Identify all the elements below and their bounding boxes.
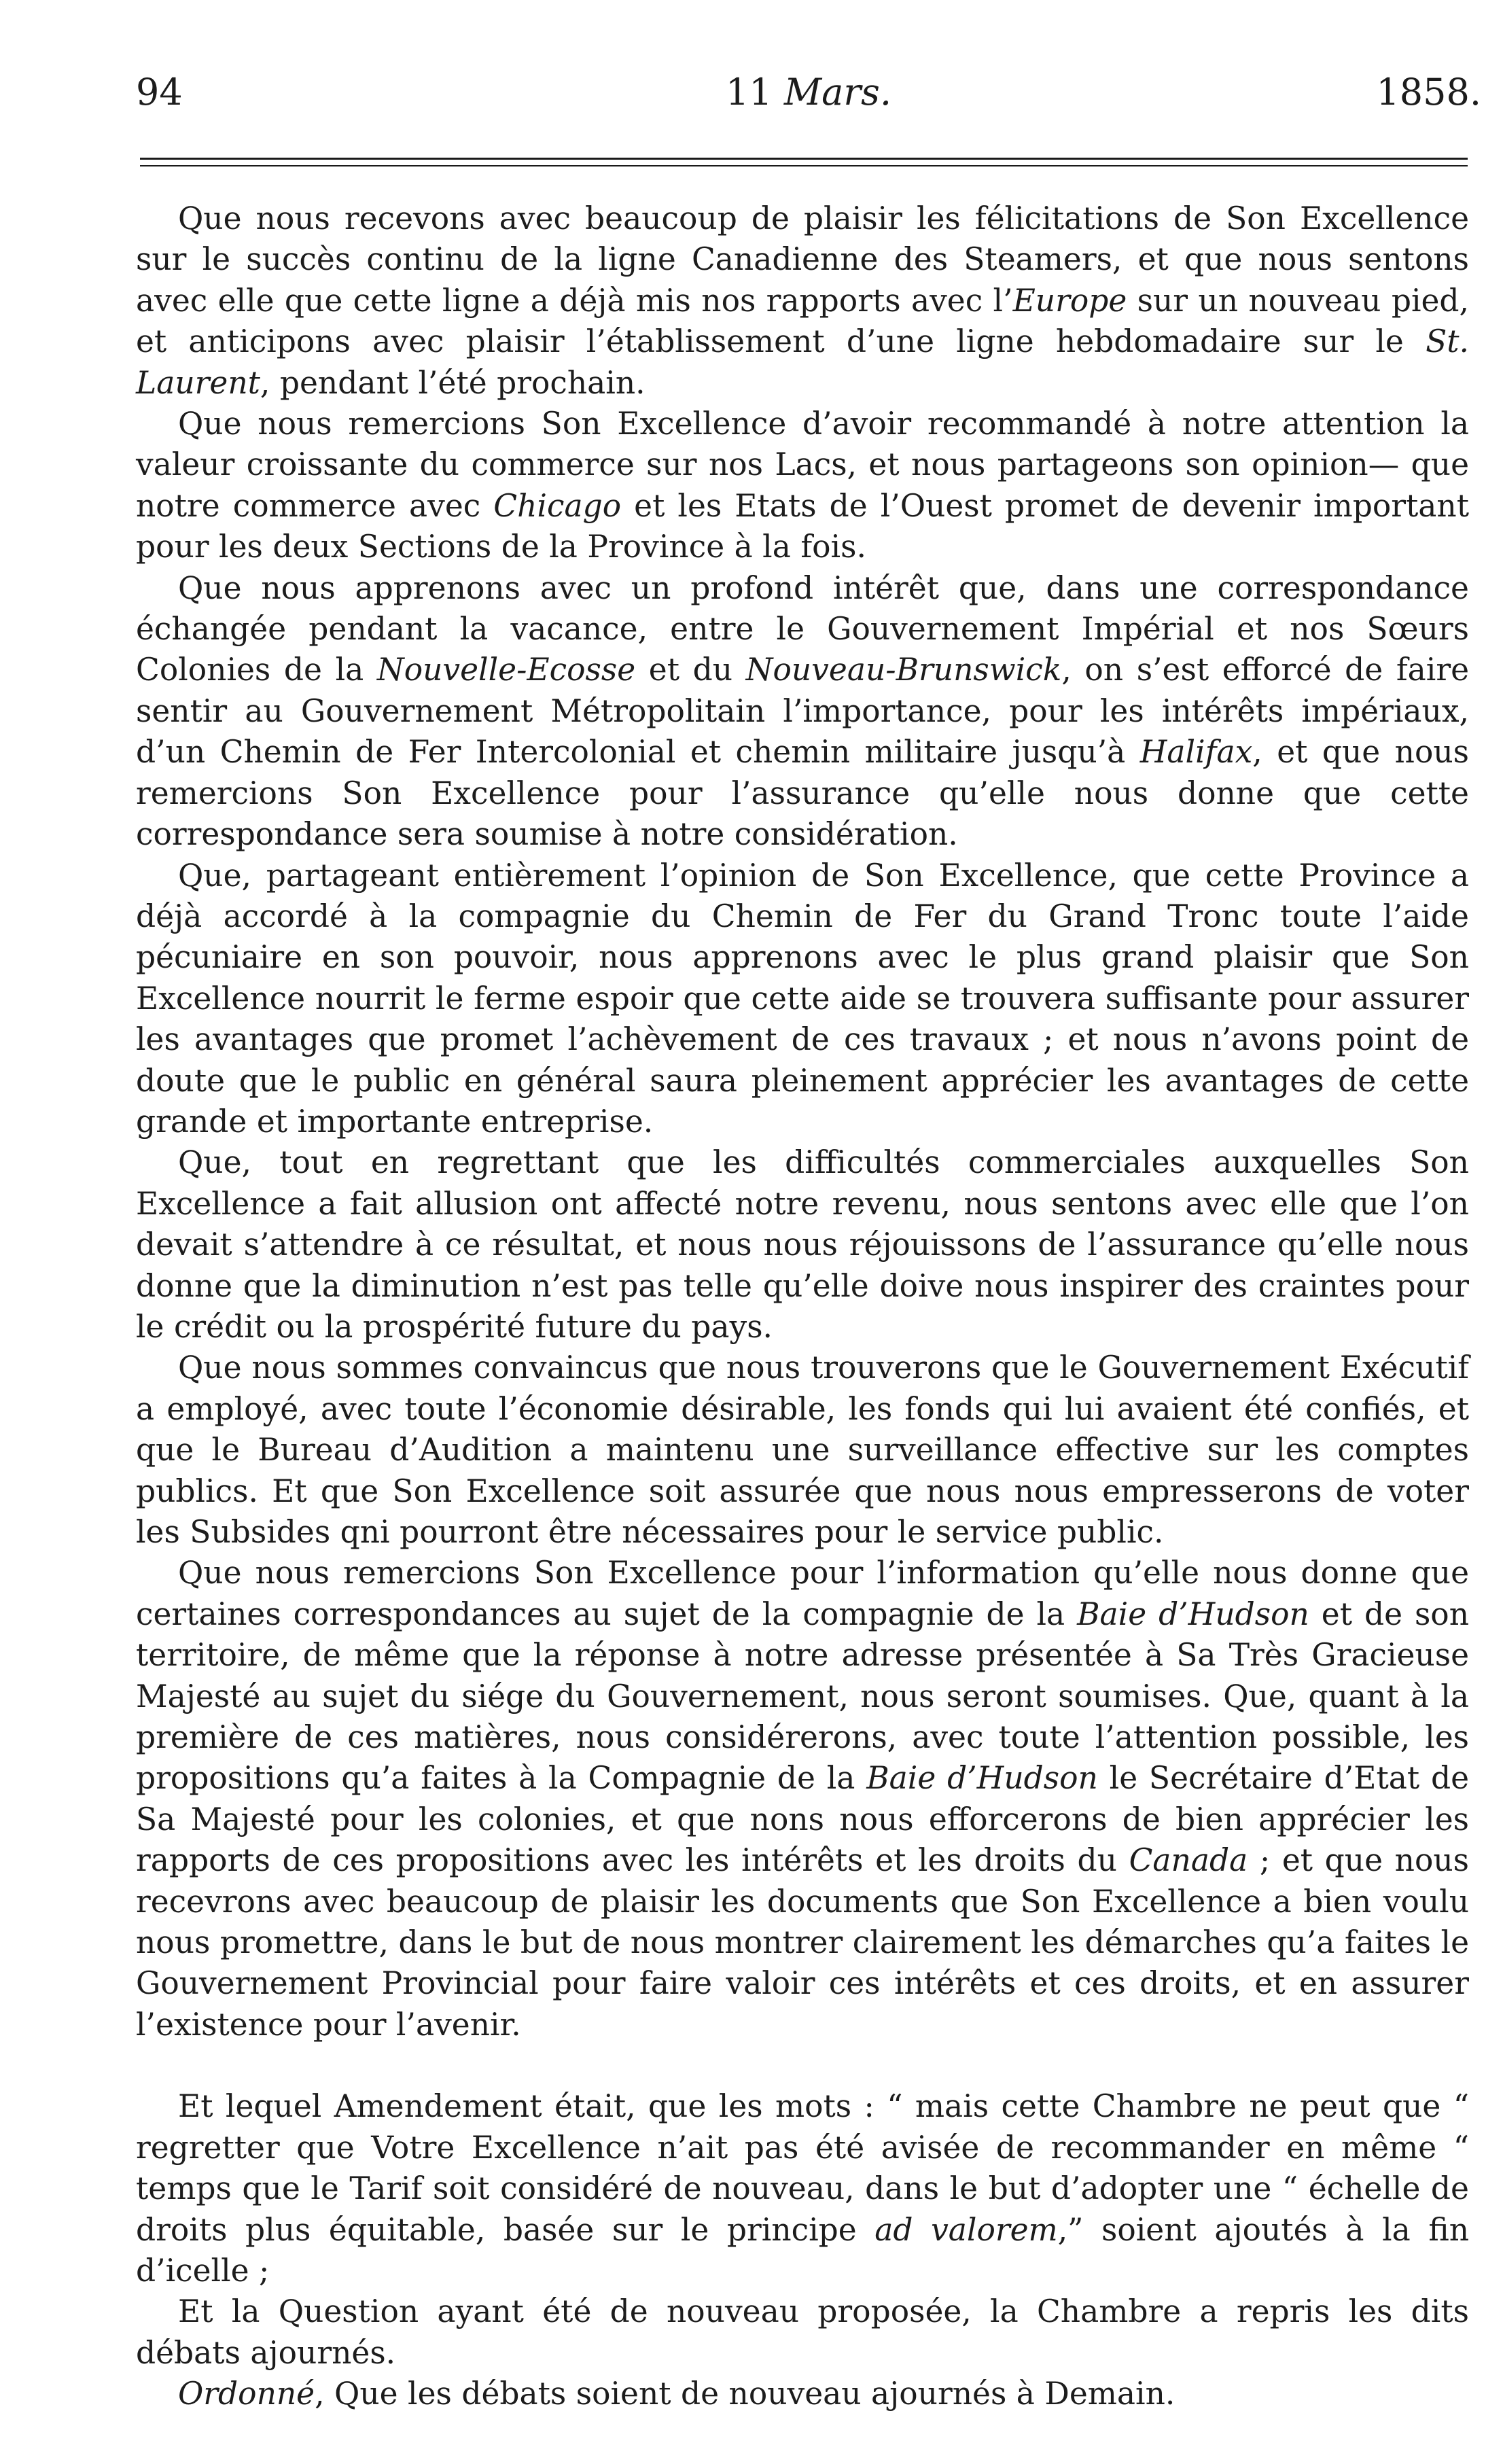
text-run: Que nous apprenons avec un profond intérêt que, dans une correspondance échangée pendant la vacance, entre le Gouvernement Impérial et nos Sœurs Colonies de la: [136, 569, 1469, 688]
header-rule-thin: [140, 165, 1468, 166]
paragraph-question: Et la Question ayant été de nouveau proposée, la Chambre a repris les dits débats ajournés.: [136, 2293, 1469, 2371]
text-run: ; et que nous recevrons avec beaucoup de plaisir les documents que Son Excellence a bien voulu nous promettre, dans le but de nous montrer clairement les démarches qu’a faites le Gouvernement Provincial pour faire valoir ces intérêts et ces droits, et en assurer l’existence pour l’avenir.: [136, 1842, 1470, 2043]
text-run: , et que nous remercions Son Excellence pour l’assurance qu’elle nous donne que cette correspondance sera soumise à notre considération.: [136, 734, 1469, 853]
italic-baie-hudson: Baie d’Hudson: [866, 1760, 1098, 1797]
paragraph-ordonne: [136, 2374, 1469, 2414]
text-run: sur un nouveau pied, et anticipons avec plaisir l’établissement d’une ligne hebdomadaire sur le: [136, 282, 1470, 360]
italic-nouveau-brunswick: Nouveau-Brunswick: [745, 652, 1062, 688]
paragraph-grand-tronc: Que, partageant entièrement l’opinion de Son Excellence, que cette Province a déjà accordé à la compagnie du Chemin de Fer du Grand Tronc toute l’aide pécuniaire en son pouvoir, nous apprenons avec le plus grand plaisir que Son Excellence nourrit le ferme espoir que cette aide se trouvera suffisante pour assurer les avantages que promet l’achèvement de ces travaux ; et nous n’avons point de doute que le public en général saura pleinement apprécier les avantages de cette grande et importante entreprise.: [136, 857, 1469, 1140]
italic-europe: Europe: [1012, 282, 1127, 319]
header-year: 1858.: [1376, 71, 1481, 113]
text-run: et de son territoire, de même que la réponse à notre adresse présentée à Sa Très Gracieuse Majesté au sujet du siége du Gouvernement, nous seront soumises. Que, quant à la première de ces matières, nous considérerons, avec toute l’attention possible, les propositions qu’a faites à la Compagnie de la: [136, 1596, 1470, 1797]
paragraph-revenu: Que, tout en regrettant que les difficultés commerciales auxquelles Son Excellence a fait allusion ont affecté notre revenu, nous sentons avec elle que l’on devait s’attendre à ce résultat, et nous nous réjouissons de l’assurance qu’elle nous donne que la diminution n’est pas telle qu’elle doive nous inspirer des craintes pour le crédit ou la prospérité future du pays.: [136, 1144, 1469, 1345]
italic-ordonne: Ordonné: [178, 2376, 315, 2412]
text-run: Que nous recevons avec beaucoup de plaisir les félicitations de Son Excellence sur le succès continu de la ligne Canadienne des Steamers, et que nous sentons avec elle que cette ligne a déjà mis nos rapports avec l’: [136, 200, 1469, 319]
text-run: Que nous remercions Son Excellence d’avoir recommandé à notre attention la valeur croissante du commerce sur nos Lacs, et nous partageons son opinion— que notre commerce avec: [136, 406, 1469, 524]
italic-halifax: Halifax: [1139, 734, 1253, 771]
header-day: 11: [725, 71, 773, 113]
paragraph-steamers: [136, 198, 1469, 404]
italic-chicago: Chicago: [493, 487, 622, 524]
italic-baie-hudson: Baie d’Hudson: [1077, 1596, 1309, 1632]
paragraph-intercolonial: [136, 568, 1469, 856]
text-run: et les Etats de l’Ouest promet de devenir important pour les deux Sections de la Province à la fois.: [136, 487, 1469, 565]
header-rule-thick: [140, 158, 1468, 160]
italic-canada: Canada: [1129, 1842, 1248, 1879]
text-run: , Que les débats soient de nouveau ajournés à Demain.: [315, 2376, 1175, 2412]
italic-ad-valorem: ad valorem: [874, 2211, 1058, 2248]
paragraph-amendement: [136, 2086, 1469, 2291]
text-run: , on s’est efforcé de faire sentir au Gouvernement Métropolitain l’importance, pour les intérêts impériaux, d’un Chemin de Fer Intercolonial et chemin militaire jusqu’à: [136, 652, 1470, 771]
text-run: Et lequel Amendement était, que les mots : “ mais cette Chambre ne peut que “ regretter que Votre Excellence n’ait pas été avisée de recommander en même “ temps que le Tarif soit considéré de nouveau, dans le but d’adopter une “ échelle de droits plus équitable, basée sur le principe: [136, 2088, 1469, 2248]
text-run: le Secrétaire d’Etat de Sa Majesté pour les colonies, et que nons nous efforcerons de bien apprécier les rapports de ces propositions avec les intérêts et les droits du: [136, 1760, 1469, 1879]
page-number: 94: [136, 71, 183, 113]
italic-st-laurent: St. Laurent: [136, 323, 1469, 401]
italic-nouvelle-ecosse: Nouvelle-Ecosse: [376, 652, 636, 688]
header-date: [136, 71, 1481, 113]
paragraph-subsides: Que nous sommes convaincus que nous trouverons que le Gouvernement Exécutif a employé, avec toute l’économie désirable, les fonds qui lui avaient été confiés, et que le Bureau d’Audition a maintenu une surveillance effective sur les comptes publics. Et que Son Excellence soit assurée que nous nous empresserons de voter les Subsides qni pourront être nécessaires pour le service public.: [136, 1350, 1469, 1550]
page-body: [136, 198, 1469, 2415]
text-run: , pendant l’été prochain.: [260, 364, 646, 401]
page-header: [136, 71, 1481, 132]
text-run: et du: [635, 652, 746, 688]
text-run: Que nous remercions Son Excellence pour l’information qu’elle nous donne que certaines correspondances au sujet de la compagnie de la: [136, 1555, 1469, 1632]
header-month: Mars.: [783, 71, 892, 113]
text-run: ,” soient ajoutés à la fin d’icelle ;: [136, 2211, 1469, 2289]
paragraph-commerce: [136, 404, 1469, 568]
paragraph-baie-hudson: [136, 1553, 1469, 2045]
